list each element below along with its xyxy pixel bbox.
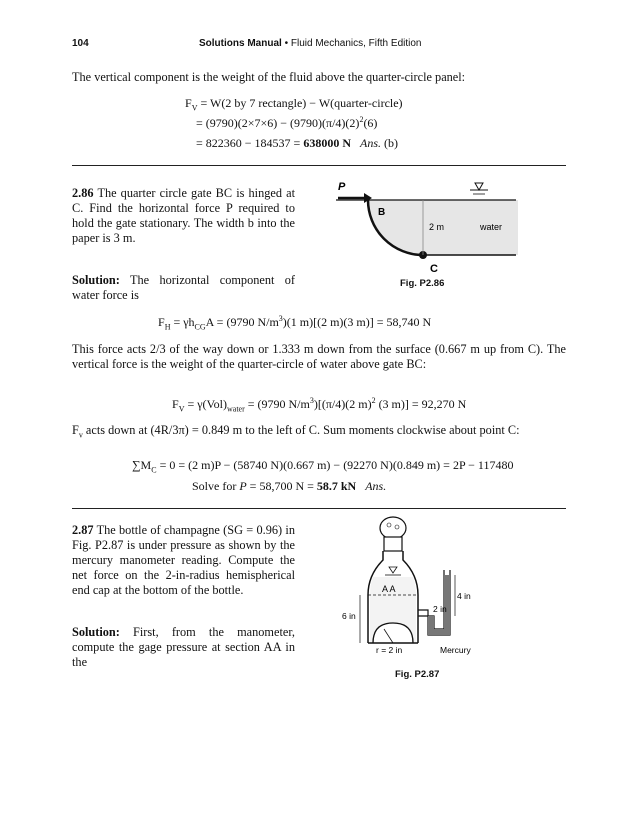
fig-caption-2-86: Fig. P2.86 [400, 278, 445, 289]
solution-text: The horizontal component of water force is [72, 273, 296, 302]
fh-sub2: CG [194, 322, 206, 332]
fh-end: )(1 m)[(2 m)(3 m)] = 58,740 N [282, 315, 432, 329]
solve-result: 58.7 kN [316, 479, 357, 493]
fv-sub: V [178, 404, 185, 414]
fv-mid2: )[(π/4)(2 m) [313, 397, 372, 411]
label-aa: A A [382, 584, 396, 594]
mercury-right [444, 575, 450, 629]
running-header [199, 38, 421, 49]
problem-text: The quarter circle gate BC is hinged at C. Find the horizontal force P required to hold the gate stationary. The width b into the paper is 3 m. [72, 186, 295, 245]
eq-fv [172, 397, 466, 412]
moment-rest: = 0 = (2 m)P − (58740 N)(0.667 m) − (92270 N)(0.849 m) = 2P − 117480 [156, 458, 514, 472]
label-radius: r = 2 in [376, 645, 403, 655]
page-number: 104 [72, 38, 89, 49]
eq-solve [192, 479, 386, 494]
para3-sub: v [78, 430, 83, 440]
eq1-f: F [185, 96, 192, 110]
para3-rest: acts down at (4R/3π) = 0.849 m to the left of C. Sum moments clockwise about point C: [82, 423, 520, 437]
label-b: B [378, 207, 386, 218]
solution-2-86 [72, 273, 295, 303]
header-title-rest: Fluid Mechanics, Fifth Edition [290, 38, 422, 49]
figure-p2-86 [328, 180, 528, 280]
problem-number-2-87: 2.87 [72, 523, 94, 537]
divider-2 [72, 508, 566, 509]
fv-rest: = (9790 N/m [244, 397, 310, 411]
header-title-bold: Solutions Manual [199, 38, 282, 49]
solution-label-2-87: Solution: [72, 625, 120, 639]
problem-number: 2.86 [72, 186, 94, 200]
fh-sub: H [164, 322, 171, 332]
fh-rest: A = (9790 N/m [205, 315, 279, 329]
mercury-bottom [434, 629, 450, 635]
intro-eq1 [185, 96, 403, 111]
eq2-rest: (6) [363, 116, 378, 130]
problem-2-87 [72, 523, 295, 598]
fv-end: (3 m)] = 92,270 N [375, 397, 467, 411]
eq3-tag: (b) [383, 136, 398, 150]
label-4in: 4 in [457, 591, 471, 601]
mercury-left [428, 616, 434, 635]
solution-label: Solution: [72, 273, 120, 287]
fh-sup: 3 [278, 314, 283, 323]
fv-mid: = γ(Vol) [184, 397, 227, 411]
eq3-ans: Ans. [359, 136, 381, 150]
solve-var: P [239, 479, 247, 493]
eq1-rest: = W(2 by 7 rectangle) − W(quarter-circle) [197, 96, 403, 110]
label-2m: 2 m [429, 222, 445, 232]
solve-mid: = 58,700 N = [246, 479, 317, 493]
problem-text-2-87: The bottle of champagne (SG = 0.96) in Fig. P2.87 is under pressure as shown by the mercury manometer reading. Compute the net force on the 2-in-radius hemispherical end cap at the bottom of the bottle. [72, 523, 295, 597]
cork-neck [384, 537, 402, 551]
liquid-level-icon [389, 567, 397, 573]
eq1-sub: V [191, 103, 198, 113]
divider-1 [72, 165, 566, 166]
label-water: water [480, 222, 503, 232]
para3-f: F [72, 423, 79, 437]
fv-f: F [172, 397, 179, 411]
cork-top [380, 517, 406, 539]
label-2in: 2 in [433, 604, 447, 614]
intro-text: The vertical component is the weight of the fluid above the quarter-circle panel: [72, 70, 466, 84]
eq-fh [158, 315, 431, 330]
figure-p2-87 [340, 515, 490, 655]
moment-sum: ∑M [132, 458, 152, 472]
solution-text-2-87: First, from the manometer, compute the gage pressure at section AA in the [72, 625, 296, 669]
solve-for: Solve for [192, 479, 240, 493]
label-mercury: Mercury [440, 645, 471, 655]
label-c: C [430, 263, 438, 275]
label-6in: 6 in [342, 611, 356, 621]
fig-caption-2-87: Fig. P2.87 [395, 669, 440, 680]
moment-sub: C [151, 465, 157, 475]
fh-f: F [158, 315, 165, 329]
eq-moment [132, 458, 514, 473]
fh-mid: = γh [170, 315, 195, 329]
eq3-result: 638000 N [303, 136, 351, 150]
fv-sup2: 2 [371, 396, 376, 405]
fv-sub2: water [226, 404, 245, 414]
fv-sup: 3 [309, 396, 314, 405]
eq2-sup: 2 [359, 115, 364, 124]
eq2-main: = (9790)(2×7×6) − (9790)(π/4)(2) [196, 116, 360, 130]
intro-eq3 [196, 136, 398, 151]
para-2-86-c [72, 423, 566, 438]
header-bullet: • [284, 38, 289, 49]
eq3-main: = 822360 − 184537 = [196, 136, 304, 150]
surface-marker-icon [475, 183, 483, 190]
problem-2-86 [72, 186, 295, 246]
solution-2-87 [72, 625, 295, 670]
label-p: P [338, 181, 346, 193]
solve-ans: Ans. [365, 479, 387, 493]
para-2-86-b: This force acts 2/3 of the way down or 1.333 m down from the surface (0.667 m up from C). The vertical force is the weight of the quarter-circle of water above gate BC: [72, 342, 566, 371]
intro-eq2 [196, 116, 377, 131]
